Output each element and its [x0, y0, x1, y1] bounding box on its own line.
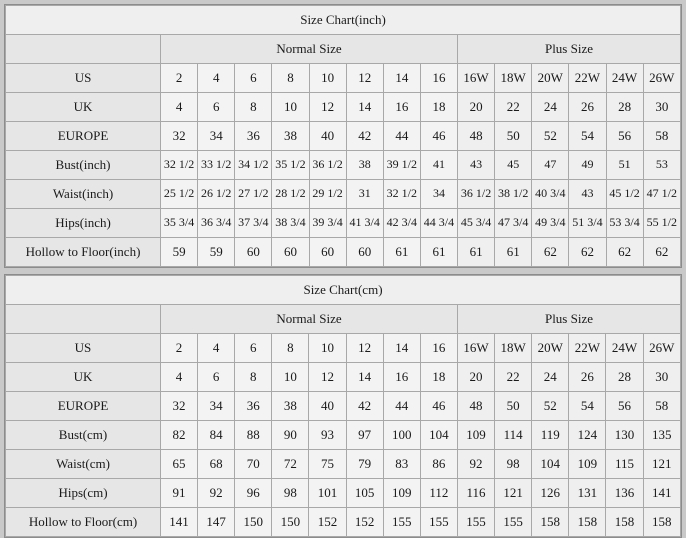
table-cell: 36 3/4	[198, 209, 235, 238]
table-cell: 32	[161, 122, 198, 151]
table-cell: 93	[309, 421, 346, 450]
table-cell: 75	[309, 450, 346, 479]
table-cell: 24W	[606, 64, 643, 93]
table-cell: 124	[569, 421, 606, 450]
table-cell: 28	[606, 363, 643, 392]
table-cell: 61	[383, 238, 420, 267]
row-label-us: US	[6, 64, 161, 93]
table-cell: 91	[160, 479, 197, 508]
table-cell: 49 3/4	[532, 209, 569, 238]
table-cell: 38 1/2	[495, 180, 532, 209]
table-cell: 130	[606, 421, 643, 450]
table-cell: 34	[420, 180, 457, 209]
table-cell: 97	[346, 421, 383, 450]
table-cell: 35 1/2	[272, 151, 309, 180]
table-row	[6, 450, 681, 479]
table-cell: 2	[161, 64, 198, 93]
table-cell: 6	[198, 93, 235, 122]
table-cell: 55 1/2	[643, 209, 680, 238]
table-cell: 26	[569, 93, 606, 122]
table-cell: 150	[235, 508, 272, 537]
table-cell: 104	[420, 421, 457, 450]
group-normal-size: Normal Size	[160, 305, 457, 334]
row-label-hollow-to-floor: Hollow to Floor(cm)	[6, 508, 161, 537]
table-cell: 92	[198, 479, 235, 508]
table-cell: 12	[346, 64, 383, 93]
table-cell: 49	[569, 151, 606, 180]
table-cell: 8	[235, 93, 272, 122]
table-row	[6, 363, 681, 392]
table-cell: 101	[309, 479, 346, 508]
table-cell: 60	[272, 238, 309, 267]
group-plus-size: Plus Size	[458, 35, 681, 64]
row-label-bust: Bust(cm)	[6, 421, 161, 450]
table-cell: 53 3/4	[606, 209, 643, 238]
table-cell: 58	[643, 392, 680, 421]
row-label-europe: EUROPE	[6, 392, 161, 421]
table-cell: 62	[606, 238, 643, 267]
table-cell: 24	[532, 363, 569, 392]
table-cell: 60	[346, 238, 383, 267]
table-cell: 39 1/2	[383, 151, 420, 180]
table-cell: 48	[458, 122, 495, 151]
table-cell: 47	[532, 151, 569, 180]
table-cell: 34	[198, 392, 235, 421]
table-cell: 32 1/2	[383, 180, 420, 209]
table-cell: 35 3/4	[161, 209, 198, 238]
table-cell: 45	[495, 151, 532, 180]
table-cell: 158	[532, 508, 569, 537]
table-cell: 24W	[606, 334, 643, 363]
table-cell: 22	[495, 363, 532, 392]
table-row	[6, 421, 681, 450]
table-cell: 136	[606, 479, 643, 508]
table-cell: 20	[457, 363, 494, 392]
table-cell: 92	[457, 450, 494, 479]
table-cell: 45 3/4	[458, 209, 495, 238]
table-cell: 56	[606, 392, 643, 421]
table-cell: 109	[383, 479, 420, 508]
table-cell: 33 1/2	[198, 151, 235, 180]
table-cell: 22W	[569, 334, 606, 363]
table-cell: 14	[346, 93, 383, 122]
table-cell: 28	[606, 93, 643, 122]
table-cell: 86	[420, 450, 457, 479]
table-cell: 44	[383, 122, 420, 151]
table-cell: 18W	[495, 64, 532, 93]
row-label-us: US	[6, 334, 161, 363]
table-cell: 36 1/2	[458, 180, 495, 209]
table-cell: 40 3/4	[532, 180, 569, 209]
table-cell: 38	[272, 122, 309, 151]
table-cell: 51	[606, 151, 643, 180]
table-cell: 4	[198, 334, 235, 363]
table-cell: 68	[198, 450, 235, 479]
table-cell: 98	[495, 450, 532, 479]
table-cell: 2	[160, 334, 197, 363]
table-cell: 141	[160, 508, 197, 537]
table-cell: 20W	[532, 64, 569, 93]
row-label-europe: EUROPE	[6, 122, 161, 151]
table-cell: 38	[272, 392, 309, 421]
table-cell: 42 3/4	[383, 209, 420, 238]
table-cell: 14	[383, 334, 420, 363]
group-normal-size: Normal Size	[161, 35, 458, 64]
table-cell: 37 3/4	[235, 209, 272, 238]
table-cell: 126	[532, 479, 569, 508]
table-cell: 41 3/4	[346, 209, 383, 238]
table-cell: 18	[420, 363, 457, 392]
table-cell: 61	[458, 238, 495, 267]
row-label-hips: Hips(inch)	[6, 209, 161, 238]
table-cell: 8	[235, 363, 272, 392]
row-label-waist: Waist(cm)	[6, 450, 161, 479]
table-cell: 10	[272, 93, 309, 122]
table-cell: 20W	[532, 334, 569, 363]
table-row	[6, 392, 681, 421]
table-cell: 150	[272, 508, 309, 537]
table-cell: 52	[532, 392, 569, 421]
table-cell: 116	[457, 479, 494, 508]
table-cell: 26	[569, 363, 606, 392]
table-cell: 40	[309, 122, 346, 151]
table-cell: 36	[235, 122, 272, 151]
table-cell: 59	[161, 238, 198, 267]
table-cell: 12	[346, 334, 383, 363]
table-cell: 16W	[457, 334, 494, 363]
table-cell: 16	[383, 93, 420, 122]
table-cell: 52	[532, 122, 569, 151]
table-cell: 30	[643, 363, 680, 392]
table-cell: 4	[161, 93, 198, 122]
group-plus-size: Plus Size	[457, 305, 680, 334]
table-cell: 8	[272, 64, 309, 93]
table-cell: 50	[495, 122, 532, 151]
table-cell: 53	[643, 151, 680, 180]
table-cell: 12	[309, 363, 346, 392]
table-cell: 88	[235, 421, 272, 450]
table-cell: 155	[383, 508, 420, 537]
table-cell: 135	[643, 421, 680, 450]
table-row	[6, 334, 681, 363]
table-cell: 158	[606, 508, 643, 537]
table-cell: 32	[160, 392, 197, 421]
table-cell: 155	[457, 508, 494, 537]
table-cell: 48	[457, 392, 494, 421]
table-cell: 6	[198, 363, 235, 392]
table-cell: 44 3/4	[420, 209, 457, 238]
table-group-row	[6, 35, 681, 64]
table-cell: 119	[532, 421, 569, 450]
table-cell: 46	[420, 392, 457, 421]
table-cell: 100	[383, 421, 420, 450]
table-cell: 70	[235, 450, 272, 479]
size-chart-inch-table	[5, 5, 681, 267]
table-cell: 16	[420, 64, 457, 93]
table-cell: 14	[383, 64, 420, 93]
table-cell: 38 3/4	[272, 209, 309, 238]
table-cell: 42	[346, 122, 383, 151]
table-cell: 79	[346, 450, 383, 479]
table-cell: 27 1/2	[235, 180, 272, 209]
table-cell: 115	[606, 450, 643, 479]
table-cell: 141	[643, 479, 680, 508]
table-cell: 60	[235, 238, 272, 267]
table-cell: 30	[643, 93, 680, 122]
table-cell: 10	[309, 334, 346, 363]
table-cell: 28 1/2	[272, 180, 309, 209]
table-cell: 61	[495, 238, 532, 267]
table-cell: 22	[495, 93, 532, 122]
table-cell: 112	[420, 479, 457, 508]
table-cell: 43	[569, 180, 606, 209]
table-cell: 104	[532, 450, 569, 479]
table-cell: 109	[457, 421, 494, 450]
table-cell: 121	[495, 479, 532, 508]
table-cell: 16W	[458, 64, 495, 93]
table-cell: 44	[383, 392, 420, 421]
table-title-row	[6, 6, 681, 35]
table-row	[6, 64, 681, 93]
table-title: Size Chart(cm)	[6, 276, 681, 305]
table-cell: 59	[198, 238, 235, 267]
table-cell: 65	[160, 450, 197, 479]
table-cell: 26 1/2	[198, 180, 235, 209]
table-cell: 29 1/2	[309, 180, 346, 209]
row-label-uk: UK	[6, 363, 161, 392]
table-cell: 62	[532, 238, 569, 267]
table-cell: 16	[383, 363, 420, 392]
table-cell: 34 1/2	[235, 151, 272, 180]
table-cell: 46	[420, 122, 457, 151]
table-cell: 109	[569, 450, 606, 479]
size-chart-inch-block	[4, 4, 682, 268]
table-cell: 61	[420, 238, 457, 267]
table-cell: 32 1/2	[161, 151, 198, 180]
table-cell: 10	[309, 64, 346, 93]
table-cell: 6	[235, 334, 272, 363]
table-row	[6, 508, 681, 537]
table-cell: 26W	[643, 64, 680, 93]
table-cell: 96	[235, 479, 272, 508]
table-row	[6, 209, 681, 238]
size-chart-cm-table	[5, 275, 681, 537]
table-cell: 51 3/4	[569, 209, 606, 238]
table-cell: 6	[235, 64, 272, 93]
table-cell: 83	[383, 450, 420, 479]
table-cell: 39 3/4	[309, 209, 346, 238]
table-cell: 25 1/2	[161, 180, 198, 209]
corner-cell	[6, 305, 161, 334]
table-cell: 147	[198, 508, 235, 537]
table-row	[6, 93, 681, 122]
table-cell: 158	[643, 508, 680, 537]
table-cell: 16	[420, 334, 457, 363]
table-cell: 114	[495, 421, 532, 450]
table-cell: 155	[495, 508, 532, 537]
table-cell: 84	[198, 421, 235, 450]
table-cell: 4	[198, 64, 235, 93]
table-cell: 82	[160, 421, 197, 450]
table-row	[6, 479, 681, 508]
table-cell: 47 3/4	[495, 209, 532, 238]
table-cell: 45 1/2	[606, 180, 643, 209]
table-cell: 26W	[643, 334, 680, 363]
row-label-waist: Waist(inch)	[6, 180, 161, 209]
table-cell: 121	[643, 450, 680, 479]
row-label-uk: UK	[6, 93, 161, 122]
table-title-row	[6, 276, 681, 305]
table-cell: 56	[606, 122, 643, 151]
table-cell: 22W	[569, 64, 606, 93]
table-cell: 62	[643, 238, 680, 267]
table-cell: 36	[235, 392, 272, 421]
row-label-hollow-to-floor: Hollow to Floor(inch)	[6, 238, 161, 267]
table-cell: 31	[346, 180, 383, 209]
row-label-hips: Hips(cm)	[6, 479, 161, 508]
table-cell: 10	[272, 363, 309, 392]
table-cell: 54	[569, 122, 606, 151]
table-cell: 105	[346, 479, 383, 508]
table-cell: 152	[309, 508, 346, 537]
table-cell: 54	[569, 392, 606, 421]
table-cell: 8	[272, 334, 309, 363]
table-cell: 62	[569, 238, 606, 267]
table-row	[6, 151, 681, 180]
table-cell: 98	[272, 479, 309, 508]
table-row	[6, 180, 681, 209]
table-cell: 12	[309, 93, 346, 122]
table-row	[6, 122, 681, 151]
table-cell: 41	[420, 151, 457, 180]
table-cell: 20	[458, 93, 495, 122]
table-cell: 34	[198, 122, 235, 151]
table-title: Size Chart(inch)	[6, 6, 681, 35]
table-cell: 4	[160, 363, 197, 392]
corner-cell	[6, 35, 161, 64]
table-cell: 38	[346, 151, 383, 180]
table-cell: 155	[420, 508, 457, 537]
table-cell: 40	[309, 392, 346, 421]
table-cell: 42	[346, 392, 383, 421]
table-cell: 60	[309, 238, 346, 267]
row-label-bust: Bust(inch)	[6, 151, 161, 180]
table-cell: 18	[420, 93, 457, 122]
table-cell: 50	[495, 392, 532, 421]
table-cell: 72	[272, 450, 309, 479]
table-cell: 24	[532, 93, 569, 122]
table-cell: 43	[458, 151, 495, 180]
table-cell: 47 1/2	[643, 180, 680, 209]
table-cell: 36 1/2	[309, 151, 346, 180]
size-chart-cm-block	[4, 274, 682, 538]
table-cell: 158	[569, 508, 606, 537]
table-cell: 58	[643, 122, 680, 151]
table-cell: 152	[346, 508, 383, 537]
table-row	[6, 238, 681, 267]
table-group-row	[6, 305, 681, 334]
table-cell: 131	[569, 479, 606, 508]
table-cell: 14	[346, 363, 383, 392]
table-cell: 18W	[495, 334, 532, 363]
table-cell: 90	[272, 421, 309, 450]
